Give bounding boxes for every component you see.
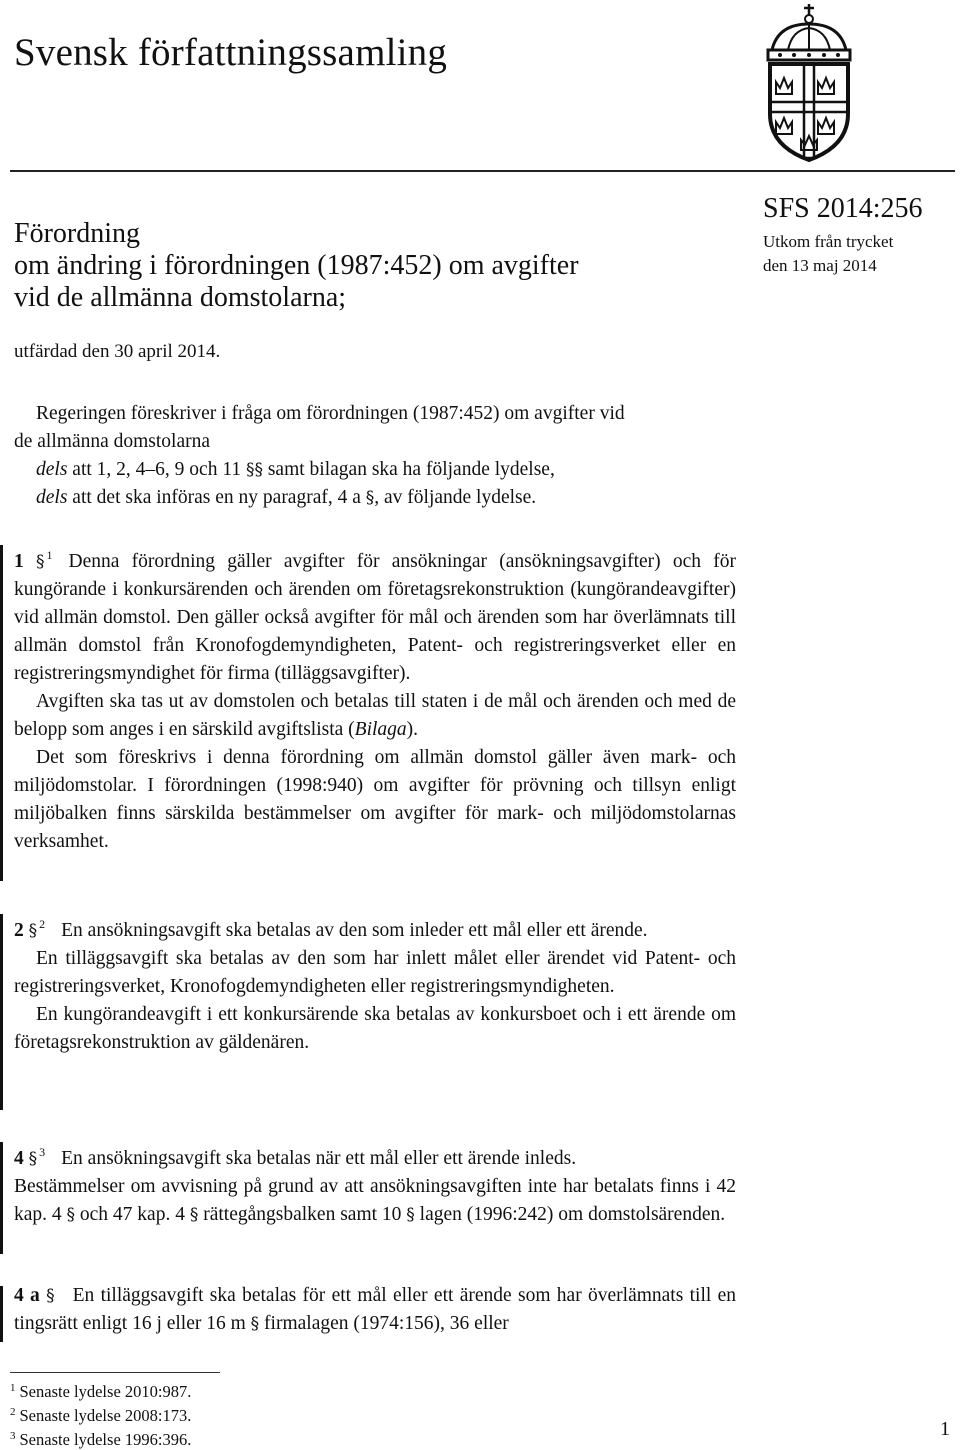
section-2-para-1 [14,910,736,945]
footnote-number: 3 [10,1430,16,1442]
section-4 [14,1138,736,1229]
section-4-text-2b: och 47 kap. 4 [75,1204,190,1225]
sfs-number: SFS 2014:256 [763,193,923,224]
footnote [10,1378,191,1402]
publication-title: Svensk författningssamling [14,31,448,74]
footnote-text: Senaste lydelse 2008:173. [19,1406,192,1425]
section-1-para-3: Det som föreskrivs i denna förordning om allmän domstol gäller även mark- och miljödomstolar. I förordningen (1998:940) om avgifter för prövning och tillsyn enligt miljöbalken finns särskilda bestämmelser om avgifter för mark- och miljödomstolarnas verksamhet. [14,747,736,852]
published-date: den 13 maj 2014 [763,256,877,275]
section-sign: § [46,1286,55,1306]
page-number: 1 [940,1418,950,1440]
section-2-para-2: En tilläggsavgift ska betalas av den som har inlett målet eller ärendet vid Patent- och registreringsverket, Kronofogdemyndigheten eller registreringsmyndigheten. [14,948,736,997]
section-number: 4 a [14,1285,40,1306]
header-divider [10,170,955,172]
section-4-text-1: En ansökningsavgift ska betalas när ett mål eller ett ärende inleds. [61,1148,577,1169]
footnote-ref: 2 [39,917,46,931]
section-sign: § [406,1205,415,1225]
intro-line-4 [14,484,736,512]
change-bar [0,1142,3,1254]
intro-line-4-text: att det ska införas en ny paragraf, 4 a [67,487,366,508]
section-4a-text-b: firmalagen (1974:156), 36 eller [259,1313,509,1334]
section-signs: §§ [245,460,263,480]
section-4-text-2c: rättegångsbalken samt 10 [198,1204,407,1225]
section-number: 4 [14,1148,24,1169]
section-sign: § [28,921,38,941]
intro-line-1: Regeringen föreskriver i fråga om förordningen (1987:452) om avgifter vid [36,403,625,424]
excerpt-note: Utkom från trycket [763,232,894,251]
section-sign: § [250,1314,260,1334]
intro-line-3-text: att 1, 2, 4–6, 9 och 11 [67,459,246,480]
section-2 [14,910,736,1057]
document-title [14,218,734,314]
section-1-text-1: Denna förordning gäller avgifter för ansökningar (ansökningsavgifter) och för kungörande i konkursärenden och ärenden om företagsrekonstruktion (kungörandeavgifter) vid allmän domstol. Den gäller också avgifter för mål och ärenden som har överlämnats till allmän domstol från Kronofogdemyndigheten, Patent- och registreringsverket eller en registreringsmyndighet för firma (tilläggsavgifter). [14,551,737,684]
sfs-info [763,192,953,278]
section-1-text-2: Avgiften ska tas ut av domstolen och betalas till staten i de mål och ärenden och med de belopp som anges i en särskild avgiftslista ( [14,691,736,740]
footnotes [10,1378,191,1450]
section-2-text-1: En ansökningsavgift ska betalas av den som inleder ett mål eller ett ärende. [61,920,648,941]
intro-line-4-end: , av följande lydelse. [374,487,537,508]
section-2-para-3: En kungörandeavgift i ett konkursärende ska betalas av konkursboet och i ett ärende om företagsrekonstruktion av gäldenären. [14,1004,736,1053]
section-sign: § [66,1205,76,1225]
intro-line-3 [14,456,736,484]
section-4-para-1 [14,1138,736,1173]
bilaga-ref: Bilaga [354,719,407,740]
footnote [10,1426,191,1450]
change-bar [0,1286,3,1342]
section-1-para-2 [14,688,736,744]
section-1-para-1 [14,541,736,688]
footnote-text: Senaste lydelse 2010:987. [19,1382,192,1401]
section-number: 1 [14,551,24,572]
footnote-text: Senaste lydelse 1996:396. [19,1430,192,1449]
section-number: 2 [14,920,24,941]
section-4-text-2d: lagen (1996:242) om domstolsärenden. [414,1204,726,1225]
footnote-ref: 3 [39,1145,46,1159]
intro-paragraph [14,400,736,512]
section-4-para-2 [14,1173,736,1229]
dels-2: dels [36,487,68,508]
footnote-number: 2 [10,1406,16,1418]
footnote-divider [10,1372,220,1373]
section-sign: § [28,1149,38,1169]
section-sign: § [365,488,375,508]
change-bar [0,914,3,1110]
section-1-text-2-end: ). [406,719,419,740]
title-line-3: vid de allmänna domstolarna; [14,282,347,313]
section-4a-text-a: En tilläggsavgift ska betalas för ett mål eller ett ärende som har överlämnats till en tingsrätt enligt 16 j eller 16 m [14,1285,737,1334]
section-4a-para-1 [14,1282,736,1338]
section-1 [14,541,736,856]
footnote-ref: 1 [46,548,53,562]
title-line-1: Förordning [14,218,140,249]
section-sign: § [189,1205,199,1225]
intro-line-2: de allmänna domstolarna [14,431,211,452]
dels-1: dels [36,459,68,480]
intro-line-3-end: samt bilagan ska ha följande lydelse, [262,459,555,480]
footnote [10,1402,191,1426]
section-4-text-2a: Bestämmelser om avvisning på grund av att ansökningsavgiften inte har betalats finns i 42 kap. 4 [14,1176,736,1225]
section-sign: § [36,552,45,572]
section-4a [14,1282,736,1338]
change-bar [0,545,3,881]
issued-date: utfärdad den 30 april 2014. [14,341,221,362]
footnote-number: 1 [10,1382,16,1394]
coat-of-arms-logo [758,2,860,164]
title-line-2: om ändring i förordningen (1987:452) om avgifter [14,250,579,281]
